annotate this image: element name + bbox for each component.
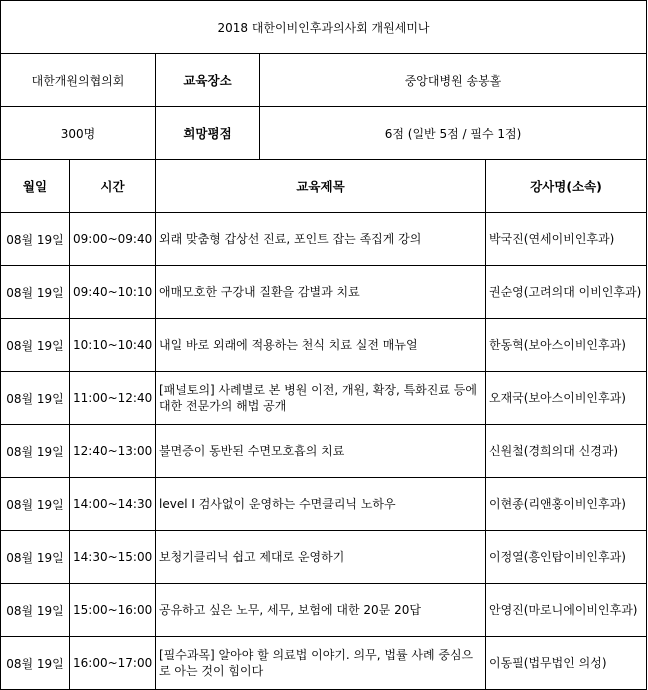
- table-row: [1, 213, 647, 266]
- session-lecturer: 안영진(마로니에이비인후과): [486, 584, 647, 637]
- header-row: [1, 160, 647, 213]
- session-date: 08월 19일: [1, 478, 70, 531]
- table-row: [1, 266, 647, 319]
- session-lecturer: 박국진(연세이비인후과): [486, 213, 647, 266]
- table-row: [1, 319, 647, 372]
- credits-label: 희망평점: [156, 107, 260, 160]
- session-lecturer: 이동필(법무법인 의성): [486, 637, 647, 690]
- organizer: 대한개원의협의회: [1, 54, 156, 107]
- header-date: 월일: [1, 160, 70, 213]
- attendees: 300명: [1, 107, 156, 160]
- header-time: 시간: [70, 160, 156, 213]
- table-row: [1, 637, 647, 690]
- header-lecturer: 강사명(소속): [486, 160, 647, 213]
- session-time: 11:00~12:40: [70, 372, 156, 425]
- info-row-venue: [1, 54, 647, 107]
- session-time: 15:00~16:00: [70, 584, 156, 637]
- title-row: [1, 1, 647, 54]
- session-lecturer: 한동혁(보아스이비인후과): [486, 319, 647, 372]
- session-subject: 외래 맞춤형 갑상선 진료, 포인트 잡는 족집게 강의: [156, 213, 486, 266]
- table-row: [1, 478, 647, 531]
- session-lecturer: 오재국(보아스이비인후과): [486, 372, 647, 425]
- table-row: [1, 372, 647, 425]
- session-subject: 애매모호한 구강내 질환을 감별과 치료: [156, 266, 486, 319]
- header-subject: 교육제목: [156, 160, 486, 213]
- session-lecturer: 이현종(리앤홍이비인후과): [486, 478, 647, 531]
- session-time: 14:00~14:30: [70, 478, 156, 531]
- table-row: [1, 584, 647, 637]
- session-time: 10:10~10:40: [70, 319, 156, 372]
- session-date: 08월 19일: [1, 319, 70, 372]
- session-date: 08월 19일: [1, 213, 70, 266]
- session-time: 14:30~15:00: [70, 531, 156, 584]
- session-lecturer: 신원철(경희의대 신경과): [486, 425, 647, 478]
- session-subject: 불면증이 동반된 수면모호흡의 치료: [156, 425, 486, 478]
- venue: 중앙대병원 송봉홀: [260, 54, 647, 107]
- session-date: 08월 19일: [1, 266, 70, 319]
- seminar-title: 2018 대한이비인후과의사회 개원세미나: [1, 1, 647, 54]
- session-date: 08월 19일: [1, 584, 70, 637]
- session-subject: level Ⅰ 검사없이 운영하는 수면클리닉 노하우: [156, 478, 486, 531]
- session-subject: 보청기클리닉 쉽고 제대로 운영하기: [156, 531, 486, 584]
- session-subject: [필수과목] 알아야 할 의료법 이야기. 의무, 법률 사례 중심으로 아는 것이 힘이다: [156, 637, 486, 690]
- session-subject: [패널토의] 사례별로 본 병원 이전, 개원, 확장, 특화진료 등에 대한 전문가의 해법 공개: [156, 372, 486, 425]
- info-row-credits: [1, 107, 647, 160]
- session-lecturer: 이정열(흥인탑이비인후과): [486, 531, 647, 584]
- session-subject: 내일 바로 외래에 적용하는 천식 치료 실전 매뉴얼: [156, 319, 486, 372]
- session-time: 16:00~17:00: [70, 637, 156, 690]
- credits: 6점 (일반 5점 / 필수 1점): [260, 107, 647, 160]
- session-date: 08월 19일: [1, 531, 70, 584]
- session-time: 12:40~13:00: [70, 425, 156, 478]
- session-time: 09:40~10:10: [70, 266, 156, 319]
- venue-label: 교육장소: [156, 54, 260, 107]
- session-date: 08월 19일: [1, 425, 70, 478]
- session-time: 09:00~09:40: [70, 213, 156, 266]
- session-lecturer: 권순영(고려의대 이비인후과): [486, 266, 647, 319]
- table-row: [1, 425, 647, 478]
- session-date: 08월 19일: [1, 372, 70, 425]
- session-subject: 공유하고 싶은 노무, 세무, 보험에 대한 20문 20답: [156, 584, 486, 637]
- table-row: [1, 531, 647, 584]
- session-date: 08월 19일: [1, 637, 70, 690]
